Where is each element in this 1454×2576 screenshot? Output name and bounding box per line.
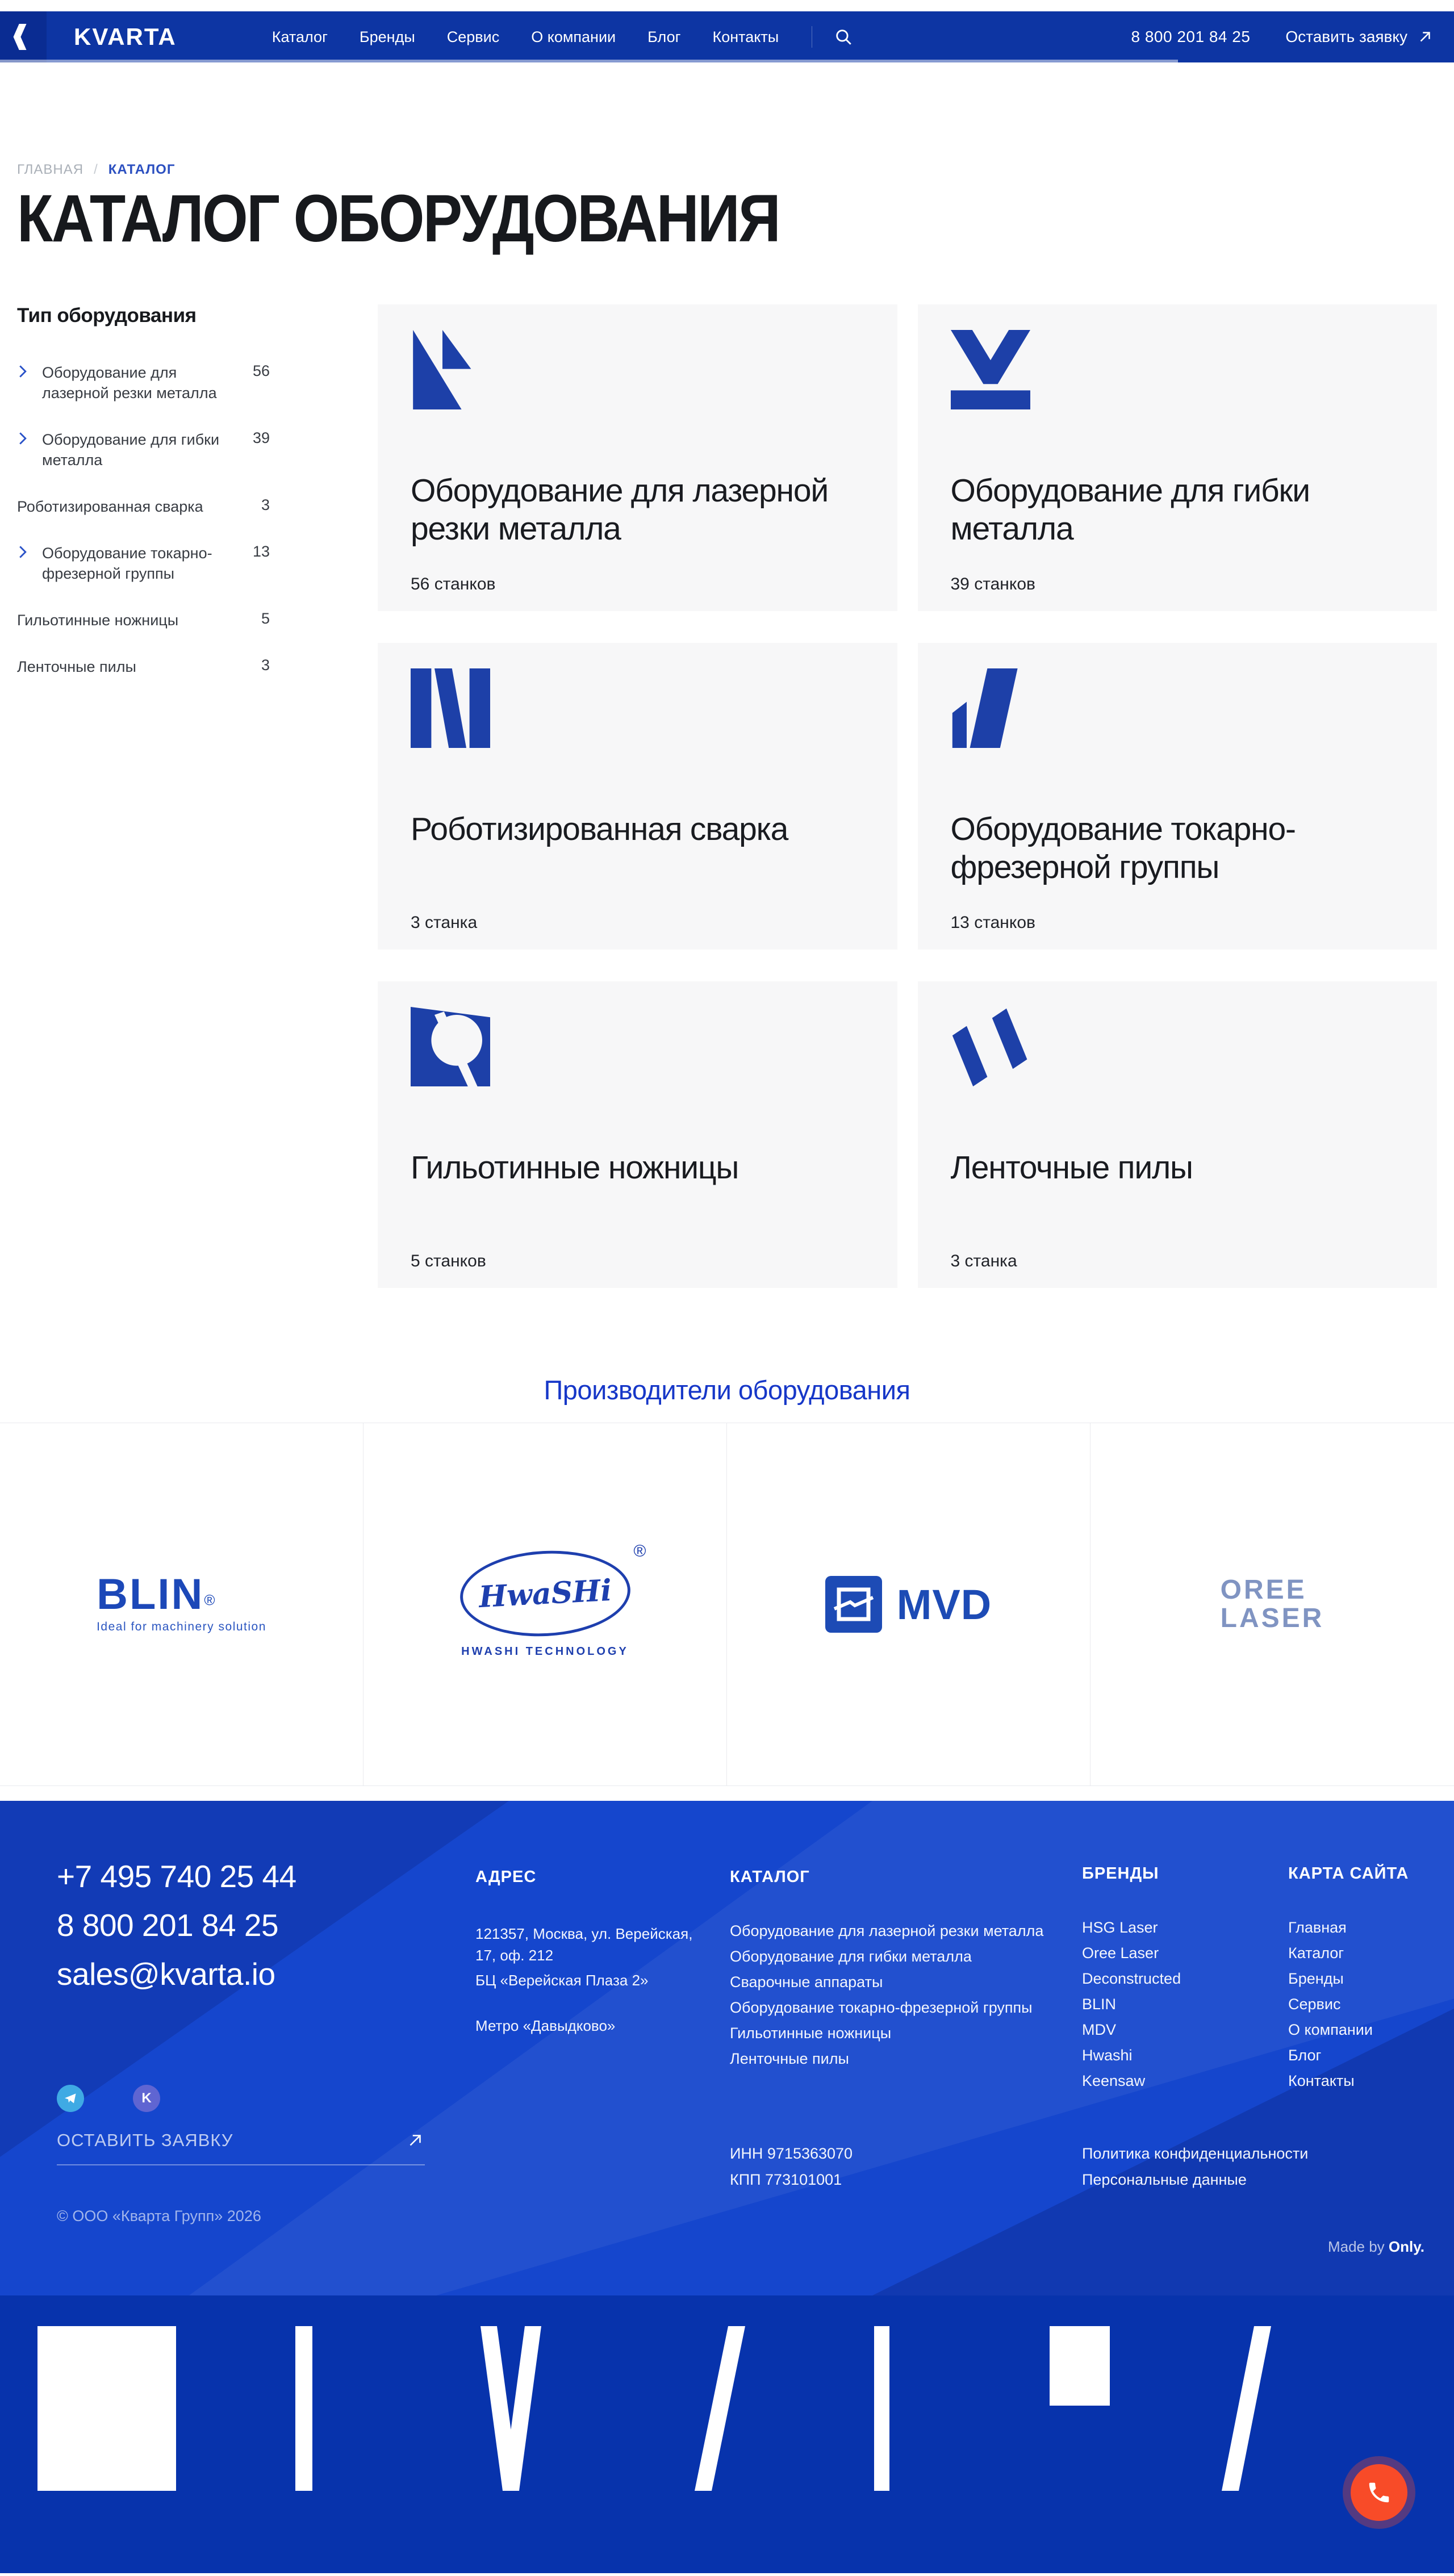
filter-item-count: 3 [261,656,270,674]
filter-list [17,362,270,677]
breadcrumb-separator: / [94,162,98,177]
filter-item-label: Оборудование токарно-фрезерной группы [42,545,212,582]
main-menu [272,28,779,46]
category-card-bandsaw[interactable] [918,981,1438,1288]
filter-item-label: Оборудование для гибки металла [42,431,220,469]
nav-progress-bar [0,60,1178,62]
footer-metro: Метро «Давыдково» [475,2017,616,2034]
category-count: 5 станков [411,1252,486,1270]
chevron-right-icon [17,362,42,381]
footer-brand-oree[interactable]: Oree Laser [1082,1944,1159,1962]
header-request-label: Оставить заявку [1285,28,1407,45]
filter-item-label: Роботизированная сварка [17,498,203,515]
made-by-text: Made by [1327,2238,1389,2255]
footer-address-line2: БЦ «Верейская Плаза 2» [475,1972,649,1989]
registered-mark: ® [204,1591,215,1609]
category-count: 56 станков [411,575,496,593]
arrow-up-right-icon [1417,28,1434,45]
turning-milling-icon [951,668,1030,748]
menu-item-blog[interactable]: Блог [647,28,681,45]
category-title: Ленточные пилы [950,1149,1193,1186]
filter-sidebar [17,304,270,1288]
brand-cell-mvd[interactable] [727,1423,1090,1785]
footer-copyright: © ООО «Кварта Групп» 2026 [57,2207,261,2224]
telegram-button[interactable] [57,2085,84,2112]
category-count: 3 станка [950,1252,1017,1270]
kvarta-watermark-letters [0,2295,1454,2573]
footer-sitemap-about[interactable]: О компании [1288,2021,1373,2038]
made-by-brand: Only. [1388,2238,1424,2255]
arrow-up-right-icon [406,2131,425,2150]
footer-sitemap-home[interactable]: Главная [1288,1919,1347,1936]
filter-title: Тип оборудования [17,304,197,327]
mvd-logo-mark [825,1576,882,1633]
hwashi-ellipse [458,1546,632,1640]
footer-sitemap-title: КАРТА САЙТА [1288,1864,1409,1883]
blin-logo [97,1570,266,1634]
footer-link-guillotine[interactable]: Гильотинные ножницы [730,2025,892,2042]
footer-personal-link[interactable]: Персональные данные [1082,2171,1247,2188]
category-title: Оборудование для гибки металла [950,472,1310,547]
category-card-laser[interactable] [378,304,897,611]
robot-welding-icon [411,668,490,748]
footer-request-field[interactable] [57,2130,425,2165]
category-card-welding[interactable] [378,643,897,950]
mvd-wordmark: MVD [896,1580,992,1628]
footer-policies [1082,2140,1308,2193]
laser-cutting-icon [411,330,490,409]
footer-sitemap-brands[interactable]: Бренды [1288,1970,1344,1987]
brand-cell-blin[interactable] [0,1423,364,1785]
guillotine-shears-icon [411,1007,490,1086]
oree-line1: OREE [1220,1575,1307,1605]
category-count: 39 станков [950,575,1035,593]
phone-icon [1366,2479,1392,2506]
call-fab-button[interactable] [1351,2464,1407,2521]
top-white-strip [0,0,1454,11]
bottom-wordmark-band [0,2295,1454,2573]
filter-item-turning[interactable] [17,543,270,584]
menu-item-about[interactable]: О компании [531,28,616,45]
telegram-icon [64,2092,77,2105]
footer-catalog-column [730,1868,1043,2072]
category-title: Оборудование для лазерной резки металла [411,472,828,547]
footer-address-title: АДРЕС [475,1868,537,1886]
filter-item-welding[interactable] [17,496,270,517]
manufacturers-title: Производители оборудования [544,1375,910,1405]
footer-link-turning[interactable]: Оборудование токарно-фрезерной группы [730,1999,1033,2016]
content-row [17,304,1437,1288]
category-card-turning[interactable] [918,643,1438,950]
category-count: 3 станка [411,913,478,932]
footer-request-placeholder: ОСТАВИТЬ ЗАЯВКУ [57,2130,233,2150]
main-container [0,162,1454,1288]
blin-wordmark: BLIN [97,1570,204,1619]
hwashi-subtitle: HWASHI TECHNOLOGY [461,1645,629,1658]
category-card-bending[interactable] [918,304,1438,611]
chevron-right-icon [17,429,42,448]
oree-laser-logo [1221,1576,1325,1633]
footer-privacy-link[interactable]: Политика конфиденциальности [1082,2145,1309,2162]
footer-brand-blin[interactable]: BLIN [1082,1996,1117,2013]
menu-item-catalog[interactable]: Каталог [271,28,328,45]
footer-contacts [57,1852,296,1998]
category-card-guillotine[interactable] [378,981,897,1288]
filter-item-count: 5 [261,610,270,627]
menu-item-brands[interactable]: Бренды [359,28,415,45]
menu-item-service[interactable]: Сервис [446,28,500,45]
header-phone-link[interactable]: 8 800 201 84 25 [1131,28,1251,45]
footer-link-bandsaw[interactable]: Ленточные пилы [730,2050,849,2067]
footer-phone-free[interactable]: 8 800 201 84 25 [57,1908,279,1943]
filter-item-count: 39 [252,429,270,446]
footer-brands-title: БРЕНДЫ [1082,1864,1159,1883]
filter-item-label: Гильотинные ножницы [17,612,179,629]
footer-address-line1: 121357, Москва, ул. Верейская, 17, оф. 212 [475,1925,693,1964]
bending-icon [951,330,1030,409]
bandsaw-icon [951,1007,1030,1086]
filter-item-label: Ленточные пилы [17,658,136,675]
footer-link-bending[interactable]: Оборудование для гибки металла [730,1948,972,1965]
search-button[interactable] [834,27,853,47]
navbar [0,11,1454,62]
manufacturers-band [0,1423,1454,1786]
footer-address-column [475,1868,703,2035]
header-request-button[interactable] [1285,28,1434,46]
footer-sitemap-service[interactable]: Сервис [1288,1996,1341,2013]
footer-brand-hwashi[interactable]: Hwashi [1082,2047,1133,2064]
hwashi-script: HwaSHi [478,1572,612,1615]
filter-item-bandsaw[interactable] [17,656,270,677]
footer-inn: ИНН 9715363070 [730,2145,853,2162]
brand-cell-hwashi[interactable] [364,1423,727,1785]
category-title: Роботизированная сварка [411,811,788,847]
vk-icon: K [141,2090,152,2106]
filter-item-laser[interactable] [17,362,270,403]
kvarta-chevron-icon [10,20,36,53]
footer-link-welders[interactable]: Сварочные аппараты [730,1973,883,1990]
footer-sitemap-blog[interactable]: Блог [1288,2047,1322,2064]
footer-brand-keensaw[interactable]: Keensaw [1082,2072,1146,2089]
footer-sitemap-column [1288,1864,1409,2094]
footer-sitemap-contacts[interactable]: Контакты [1288,2072,1355,2089]
blin-tagline: Ideal for machinery solution [97,1620,266,1633]
brand-wordmark[interactable]: KVARTA [74,23,177,50]
kvarta-logo-mark[interactable] [0,11,47,62]
footer-link-laser[interactable]: Оборудование для лазерной резки металла [730,1922,1044,1939]
filter-item-guillotine[interactable] [17,610,270,630]
page-title: КАТАЛОГ ОБОРУДОВАНИЯ [17,181,780,256]
footer-brand-hsg[interactable]: HSG Laser [1082,1919,1158,1936]
footer [0,1801,1454,2295]
filter-item-count: 3 [261,496,270,513]
category-title: Оборудование токарно-фрезерной группы [950,811,1296,885]
chevron-right-icon [17,543,42,562]
search-icon [834,27,853,47]
filter-item-bending[interactable] [17,429,270,470]
oree-line2: LASER [1220,1603,1325,1633]
hwashi-logo [460,1541,646,1658]
filter-item-count: 13 [252,543,270,560]
footer-brand-deconstructed[interactable]: Deconstructed [1082,1970,1181,1987]
footer-socials [57,2085,160,2112]
category-title: Гильотинные ножницы [411,1149,739,1186]
footer-catalog-title: КАТАЛОГ [730,1868,810,1886]
footer-brand-mdv[interactable]: MDV [1082,2021,1116,2038]
brand-cell-oree[interactable] [1090,1423,1454,1785]
footer-requisites [730,2140,853,2193]
footer-kpp: КПП 773101001 [730,2171,842,2188]
category-count: 13 станков [950,913,1035,932]
footer-email[interactable]: sales@kvarta.io [57,1956,275,1992]
mvd-logo [825,1576,992,1633]
filter-item-label: Оборудование для лазерной резки металла [42,364,217,402]
category-grid [378,304,1437,1288]
menu-item-contacts[interactable]: Контакты [712,28,779,45]
footer-made-by[interactable] [1328,2238,1424,2256]
breadcrumb [17,162,1437,178]
footer-brands-column [1082,1864,1181,2094]
registered-mark: ® [633,1541,646,1561]
breadcrumb-current: КАТАЛОГ [108,162,176,177]
footer-sitemap-catalog[interactable]: Каталог [1288,1944,1344,1962]
vk-button[interactable] [133,2085,160,2112]
footer-phone-msk[interactable]: +7 495 740 25 44 [57,1859,296,1894]
filter-item-count: 56 [252,362,270,379]
breadcrumb-home[interactable]: ГЛАВНАЯ [17,162,84,177]
